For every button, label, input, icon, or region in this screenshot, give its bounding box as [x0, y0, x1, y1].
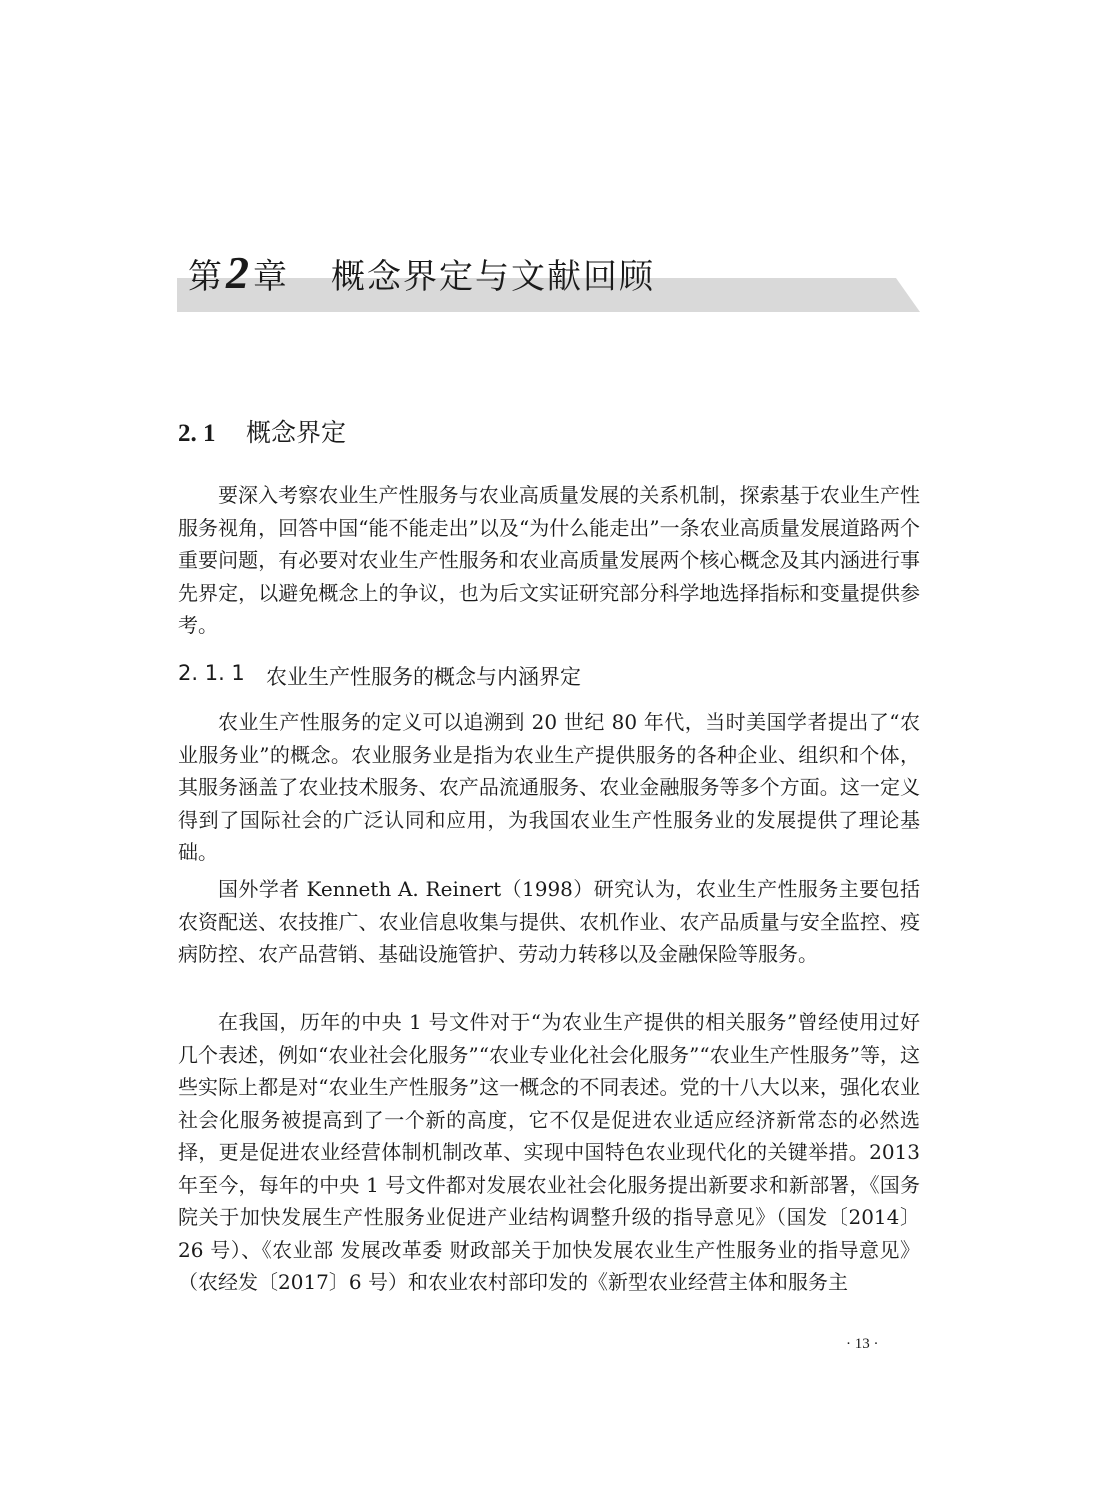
subsection-number: 2. 1. 1 [178, 661, 245, 685]
section-title: 概念界定 [246, 418, 347, 447]
subsection-heading [178, 661, 581, 691]
subsection-title: 农业生产性服务的概念与内涵界定 [266, 665, 581, 689]
chapter-title [188, 246, 655, 302]
section-heading [178, 413, 346, 449]
section-number: 2. 1 [178, 420, 216, 447]
body-paragraph: 要深入考察农业生产性服务与农业高质量发展的关系机制，探索基于农业生产性服务视角，回答中国“能不能走出”以及“为什么能走出”一条农业高质量发展道路两个重要问题，有必要对农业生产性服务和农业高质量发展两个核心概念及其内涵进行事先界定，以避免概念上的争议，也为后文实证研究部分科学地选择指标和变量提供参考。 [178, 483, 920, 637]
body-paragraph: 国外学者 Kenneth A. Reinert（1998）研究认为，农业生产性服务主要包括农资配送、农技推广、农业信息收集与提供、农机作业、农产品质量与安全监控、疫病防控、农产品营销、基础设施管护、劳动力转移以及金融保险等服务。 [178, 877, 920, 966]
chapter-heading-text: 概念界定与文献回顾 [331, 257, 655, 297]
chapter-prefix: 第 [188, 257, 222, 297]
body-paragraph: 在我国，历年的中央 1 号文件对于“为农业生产提供的相关服务”曾经使用过好几个表述，例如“农业社会化服务”“农业专业化社会化服务”“农业生产性服务”等，这些实际上都是对“农业生产性服务”这一概念的不同表述。党的十八大以来，强化农业社会化服务被提高到了一个新的高度，它不仅是促进农业适应经济新常态的必然选择，更是促进农业经营体制机制改革、实现中国特色农业现代化的关键举措。2013 年至今，每年的中央 1 号文件都对发展农业社会化服务提出新要求和新部署，《国务院关于加快发展生产性服务业促进产业结构调整升级的指导意见》（国发〔2014〕26 号）、《农业部 发展改革委 财政部关于加快发展农业生产性服务业的指导意见》（农经发〔2017〕6 号）和农业农村部印发的《新型农业经营主体和服务主 [178, 1010, 920, 1294]
chapter-suffix: 章 [253, 257, 287, 297]
chapter-number: 2 [226, 247, 249, 298]
page-number: · 13 · [846, 1336, 879, 1352]
body-paragraph: 农业生产性服务的定义可以追溯到 20 世纪 80 年代，当时美国学者提出了“农业服务业”的概念。农业服务业是指为农业生产提供服务的各种企业、组织和个体，其服务涵盖了农业技术服务、农产品流通服务、农业金融服务等多个方面。这一定义得到了国际社会的广泛认同和应用，为我国农业生产性服务业的发展提供了理论基础。 [178, 710, 920, 864]
